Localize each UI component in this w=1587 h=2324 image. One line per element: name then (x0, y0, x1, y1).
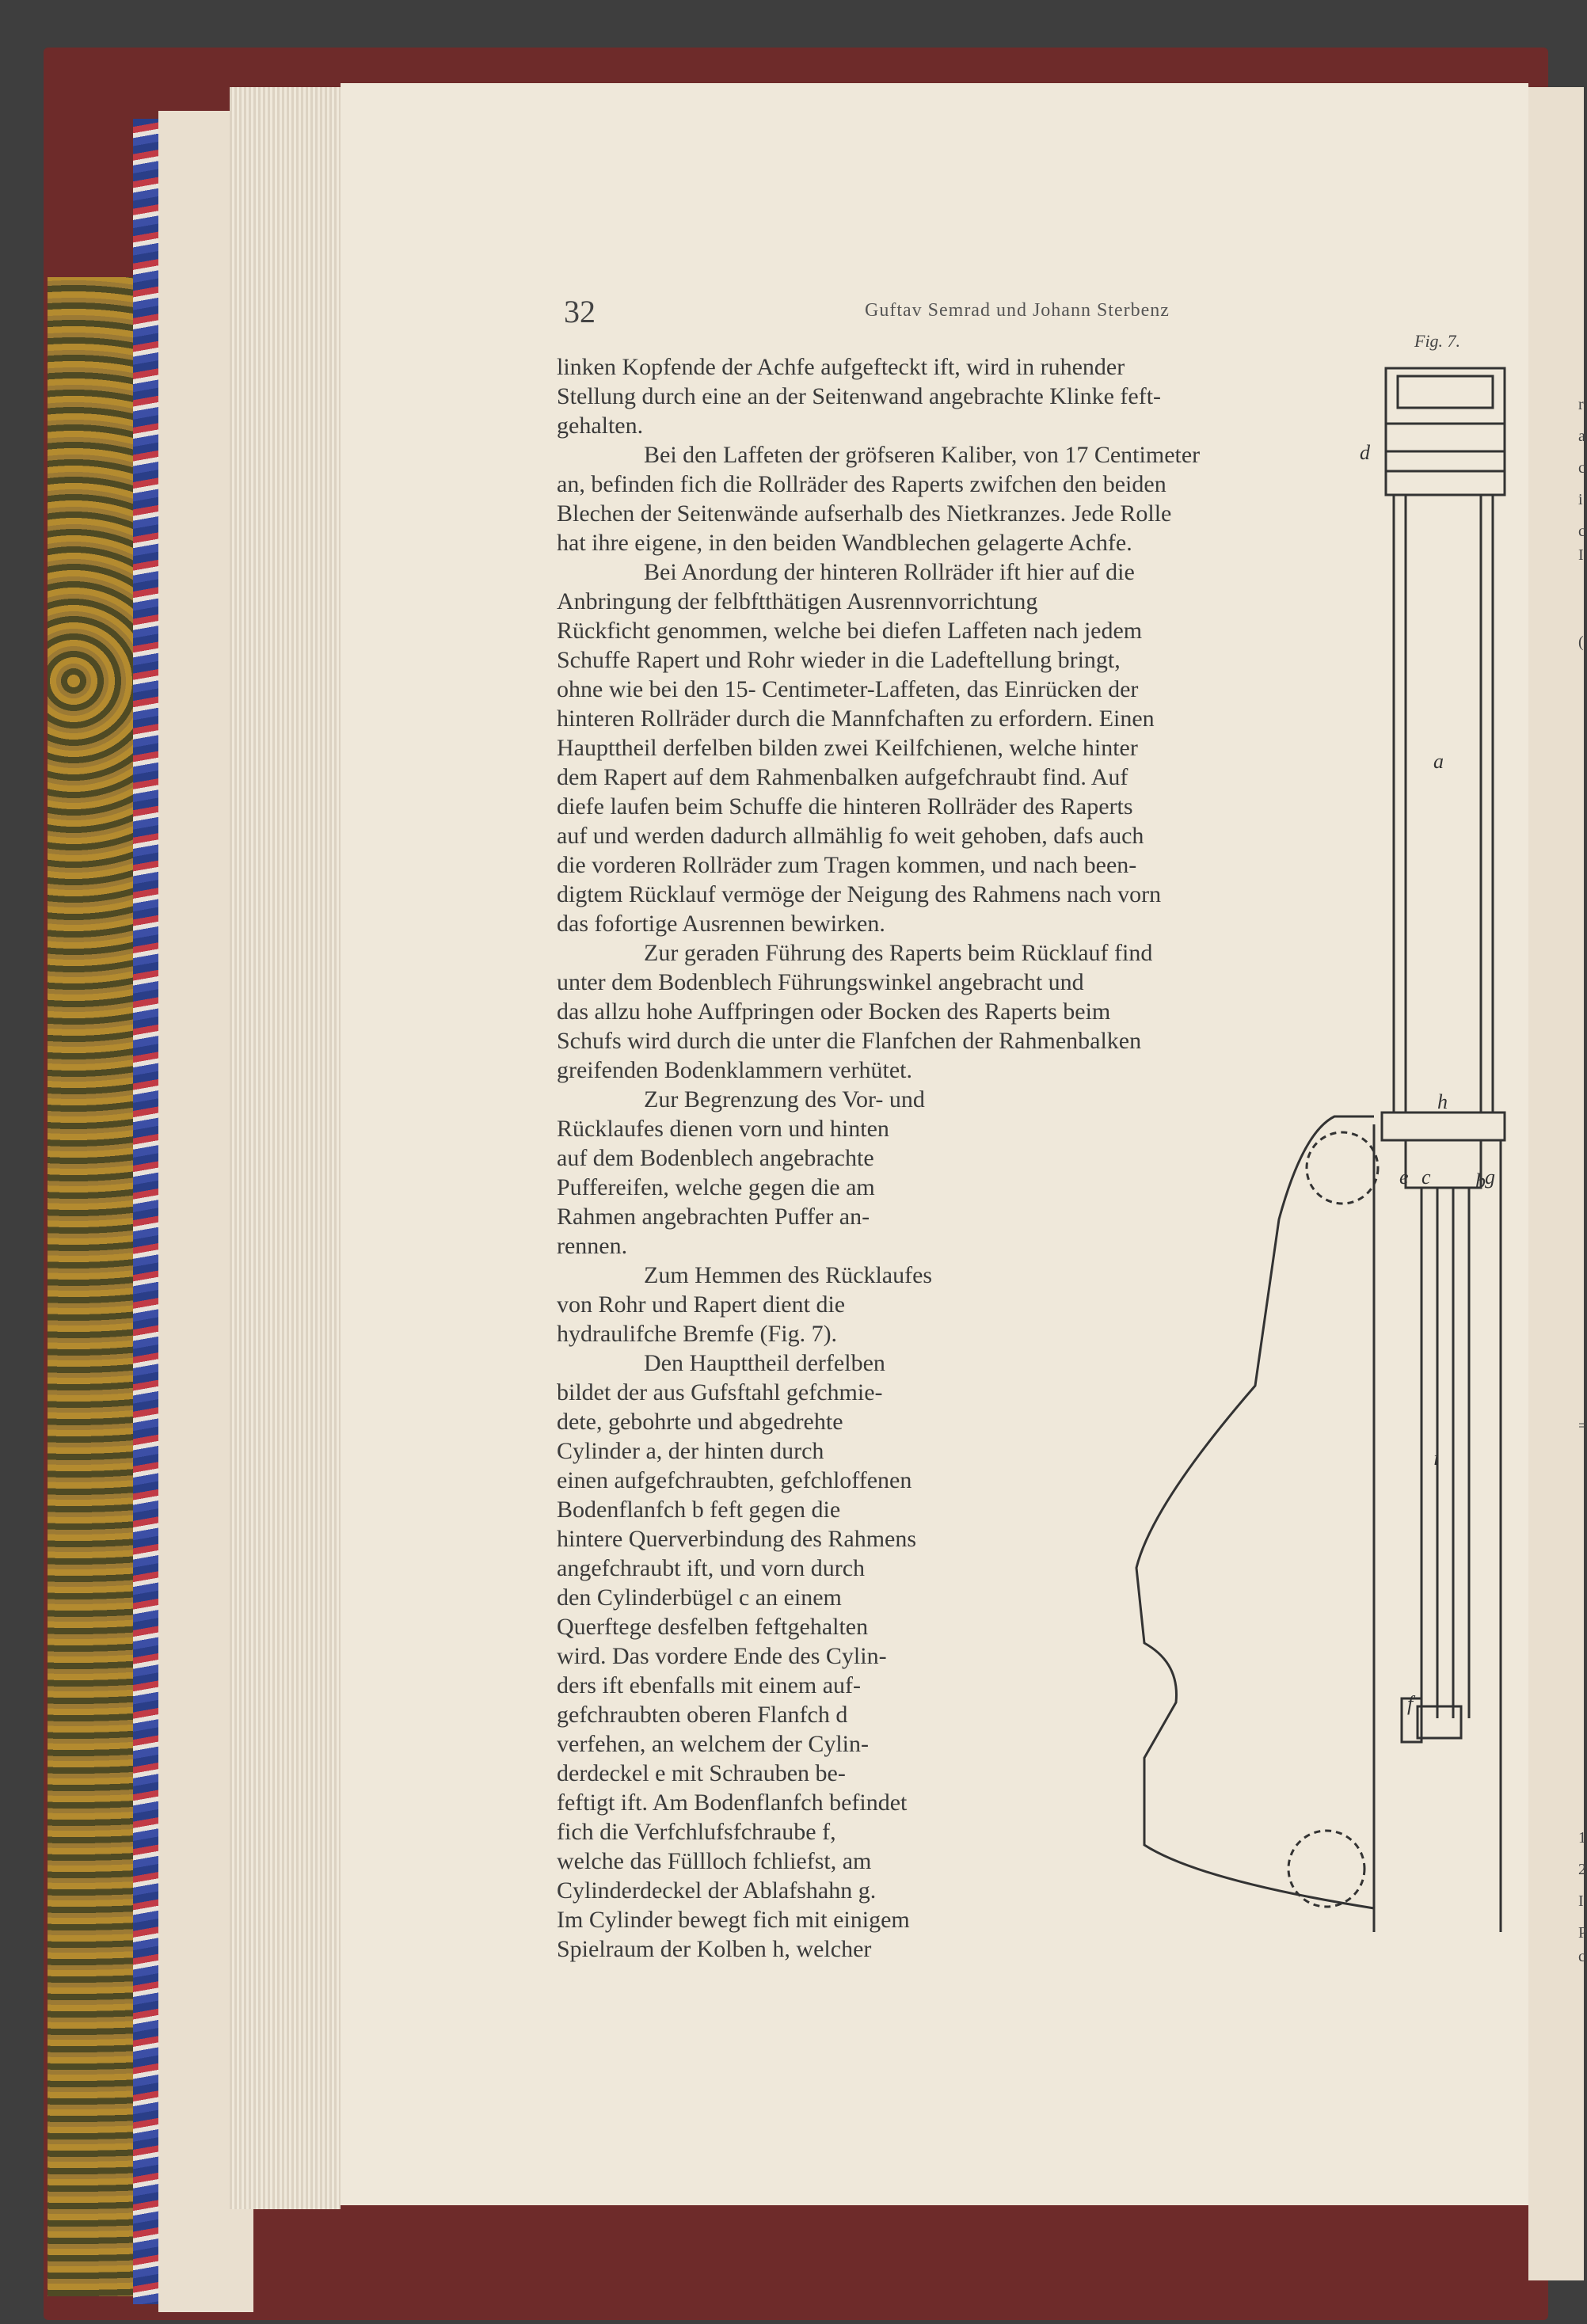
text-line: Anbringung der felbftthätigen Ausrennvorrichtung (557, 588, 1038, 614)
screw-head (1418, 1706, 1461, 1738)
text-line: unter dem Bodenblech Führungswinkel angebracht und (557, 969, 1084, 995)
text-line: ders ift ebenfalls mit einem auf- (557, 1672, 862, 1698)
text-line: derdeckel e mit Schrauben be- (557, 1760, 846, 1786)
text-line: Bei den Laffeten der gröfseren Kaliber, von 17 Centimeter (644, 442, 1201, 468)
text-line: Haupttheil derfelben bilden zwei Keilfchienen, welche hinter (557, 735, 1138, 761)
text-line: wird. Das vordere Ende des Cylin- (557, 1643, 887, 1669)
text-line: hydraulifche Bremfe (Fig. 7). (557, 1321, 838, 1347)
text-line: hintere Querverbindung des Rahmens (557, 1526, 917, 1552)
text-line: auf und werden dadurch allmählig fo weit gehoben, dafs auch (557, 823, 1144, 849)
brake-drawing (994, 356, 1532, 1956)
text-line: gefchraubten oberen Flanfch d (557, 1702, 848, 1728)
text-line: Cylinderdeckel der Ablafshahn g. (557, 1877, 877, 1904)
figure-label: Fig. 7. (1414, 331, 1461, 351)
right-page-letter: I (1578, 546, 1584, 564)
text-line: angefchraubt ift, und vorn durch (557, 1555, 866, 1581)
text-line: dete, gebohrte und abgedrehte (557, 1409, 843, 1435)
right-page-letter: c (1578, 459, 1585, 477)
figure-letter-a: a (1433, 750, 1444, 773)
right-page-letter: 2 (1578, 1861, 1586, 1878)
text-line: bildet der aus Gufsftahl gefchmie- (557, 1379, 883, 1405)
figure-hydraulic-brake (994, 356, 1532, 1956)
text-line: Bei Anordung der hinteren Rollräder ift hier auf die (644, 559, 1135, 585)
figure-letter-c: c (1421, 1166, 1431, 1189)
figure-letter-b: b (1475, 1170, 1486, 1192)
text-line: das fofortige Ausrennen bewirken. (557, 911, 885, 937)
text-line: Rücklaufes dienen vorn und hinten (557, 1116, 889, 1142)
page-number: 32 (564, 294, 596, 329)
figure-letter-h: h (1437, 1090, 1448, 1113)
cylinder-flange-top (1386, 424, 1505, 495)
text-line: dem Rapert auf dem Rahmenbalken aufgefchraubt find. Auf (557, 764, 1128, 790)
text-line: Den Haupttheil derfelben (644, 1350, 885, 1376)
text-line: digtem Rücklauf vermöge der Neigung des Rahmens nach vorn (557, 881, 1162, 907)
text-line: den Cylinderbügel c an einem (557, 1584, 842, 1611)
bottom-flange (1382, 1113, 1505, 1140)
text-line: hat ihre eigene, in den beiden Wandblechen gelagerte Achfe. (557, 530, 1132, 556)
right-page-letter: a (1578, 428, 1585, 445)
right-page-letter: P (1578, 1924, 1587, 1942)
text-line: diefe laufen beim Schuffe die hinteren Rollräder des Raperts (557, 793, 1133, 820)
text-line: Schuffe Rapert und Rohr wieder in die Ladeftellung bringt, (557, 647, 1121, 673)
roller-bottom (1288, 1831, 1364, 1907)
text-line: ohne wie bei den 15- Centimeter-Laffeten, das Einrücken der (557, 676, 1139, 702)
text-line: einen aufgefchraubten, gefchloffenen (557, 1467, 912, 1493)
text-line: Stellung durch eine an der Seitenwand angebrachte Klinke feft- (557, 383, 1162, 409)
right-page-letter: ( (1578, 633, 1584, 651)
right-page-letter: c (1578, 1948, 1585, 1965)
text-line: die vorderen Rollräder zum Tragen kommen, und nach been- (557, 852, 1137, 878)
figure-letter-d: d (1360, 441, 1370, 464)
text-line: Rückficht genommen, welche bei diefen Laffeten nach jedem (557, 618, 1143, 644)
right-page-letter: r (1578, 396, 1584, 413)
text-line: Querftege desfelben feftgehalten (557, 1614, 869, 1640)
text-line: Schufs wird durch die unter die Flanfchen der Rahmenbalken (557, 1028, 1142, 1054)
text-line: verfehen, an welchem der Cylin- (557, 1731, 869, 1757)
text-line: gehalten. (557, 413, 644, 439)
text-line: fich die Verfchlufsfchraube f, (557, 1819, 836, 1845)
right-page-letter: i (1578, 491, 1583, 508)
text-line: welche das Füllloch fchliefst, am (557, 1848, 872, 1874)
text-line: das allzu hohe Auffpringen oder Bocken des Raperts beim (557, 998, 1111, 1025)
figure-letter-i: i (1433, 1447, 1440, 1470)
text-line: von Rohr und Rapert dient die (557, 1291, 846, 1318)
text-line: Blechen der Seitenwände aufserhalb des Nietkranzes. Jede Rolle (557, 500, 1172, 527)
text-line: greifenden Bodenklammern verhütet. (557, 1057, 913, 1083)
text-line: hinteren Rollräder durch die Mannfchaften zu erfordern. Einen (557, 706, 1155, 732)
text-line: Cylinder a, der hinten durch (557, 1438, 824, 1464)
text-line: feftigt ift. Am Bodenflanfch befindet (557, 1790, 908, 1816)
text-line: rennen. (557, 1233, 628, 1259)
right-page-edge (1528, 87, 1584, 2280)
text-line: Zur Begrenzung des Vor- und (644, 1086, 925, 1113)
right-page-letter: 1 (1578, 1829, 1586, 1847)
figure-letter-f: f (1407, 1692, 1414, 1715)
roller-top (1307, 1132, 1378, 1204)
running-head: Guftav Semrad und Johann Sterbenz (865, 300, 1170, 321)
right-page-letter: = (1578, 1417, 1587, 1435)
right-page-letter: c (1578, 523, 1585, 540)
text-line: Rahmen angebrachten Puffer an- (557, 1204, 870, 1230)
right-page-letter: I (1578, 1892, 1584, 1910)
text-line: Puffereifen, welche gegen die am (557, 1174, 875, 1200)
figure-letter-g: g (1485, 1166, 1495, 1189)
marbled-endpaper (48, 277, 135, 2296)
text-line: auf dem Bodenblech angebrachte (557, 1145, 874, 1171)
text-line: Im Cylinder bewegt fich mit einigem (557, 1907, 910, 1933)
text-line: linken Kopfende der Achfe aufgefteckt ift, wird in ruhender (557, 354, 1125, 380)
text-line: Spielraum der Kolben h, welcher (557, 1936, 872, 1962)
page-stack (230, 87, 341, 2209)
text-line: Zur geraden Führung des Raperts beim Rücklauf find (644, 940, 1153, 966)
text-line: an, befinden fich die Rollräder des Raperts zwifchen den beiden (557, 471, 1166, 497)
figure-letter-e: e (1399, 1166, 1409, 1189)
text-line: Zum Hemmen des Rücklaufes (644, 1262, 933, 1288)
text-line: Bodenflanfch b feft gegen die (557, 1497, 841, 1523)
